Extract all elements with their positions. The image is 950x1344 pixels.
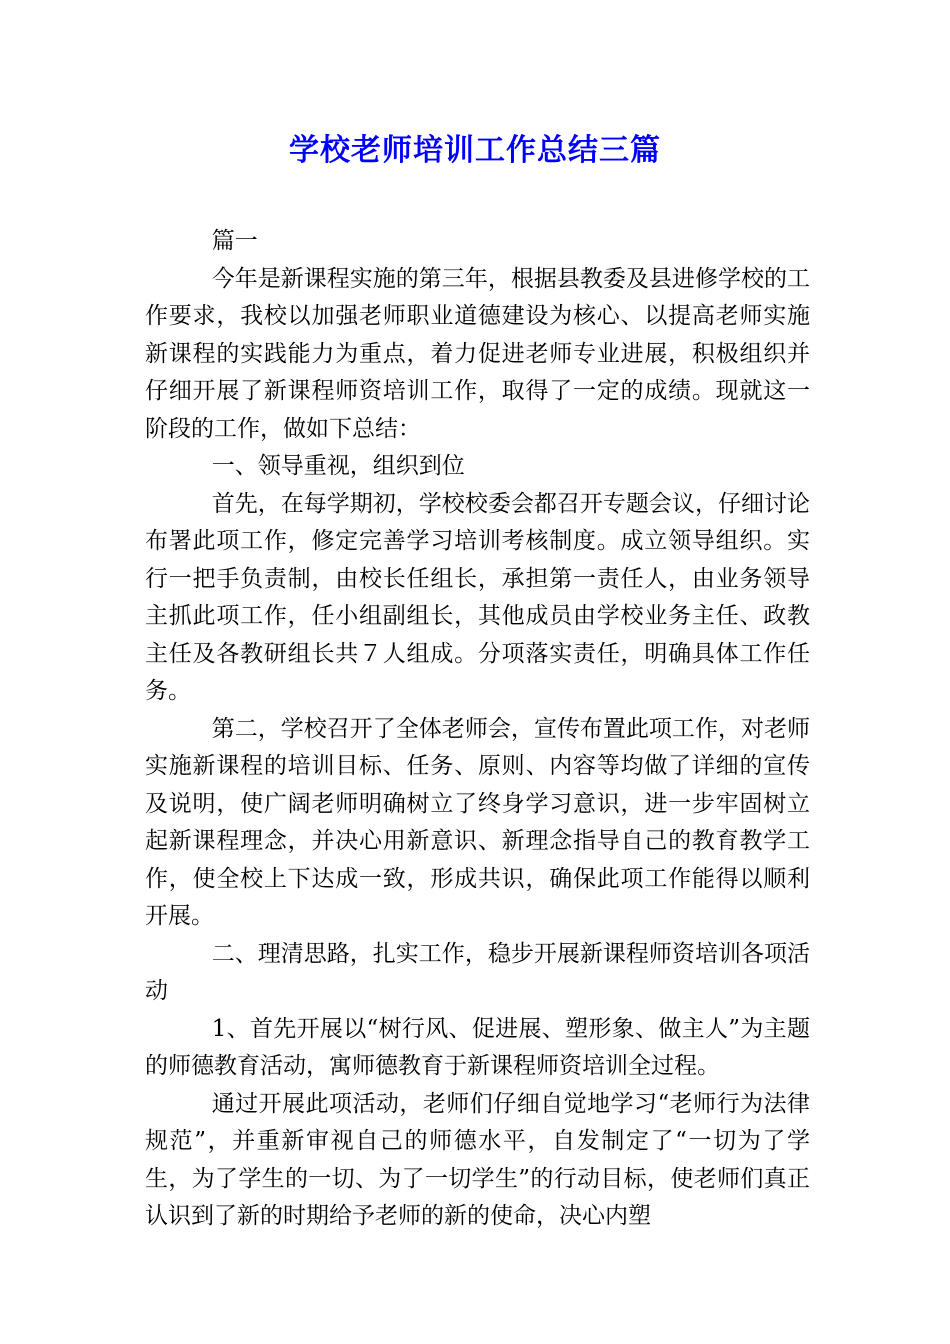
paragraph-activity-results: 通过开展此项活动，老师们仔细自觉地学习“老师行为法律规范”，并重新审视自己的师德水平，自发制定了“一切为了学生，为了学生的一切、为了一切学生”的行动目标，使老师们真正认识到了新的时期给予老师的新的使命，决心内塑 <box>145 1090 810 1229</box>
document-body <box>145 223 810 1236</box>
paragraph-staff-meeting: 第二，学校召开了全体老师会，宣传布置此项工作，对老师实施新课程的培训目标、任务、原则、内容等均做了详细的宣传及说明，使广阔老师明确树立了终身学习意识，进一步牢固树立起新课程理念，并决心用新意识、新理念指导自己的教育教学工作，使全校上下达成一致，形成共识，确保此项工作能得以顺利开展。 <box>145 715 810 929</box>
paragraph-ethics-activity: 1、首先开展以“树行风、促进展、塑形象、做主人”为主题的师德教育活动，寓师德教育于新课程师资培训全过程。 <box>145 1015 810 1079</box>
paragraph-heading-1: 一、领导重视，组织到位 <box>211 453 465 479</box>
paragraph-heading-2: 二、理清思路，扎实工作，稳步开展新课程师资培训各项活动 <box>145 940 810 1004</box>
document-title: 学校老师培训工作总结三篇 <box>289 133 661 168</box>
paragraph-section-heading: 篇一 <box>211 228 258 254</box>
paragraph-intro: 今年是新课程实施的第三年，根据县教委及县进修学校的工作要求，我校以加强老师职业道德建设为核心、以提高老师实施新课程的实践能力为重点，着力促进老师专业进展，积极组织并仔细开展了新课程师资培训工作，取得了一定的成绩。现就这一阶段的工作，做如下总结： <box>145 265 810 442</box>
paragraph-leadership: 首先，在每学期初，学校校委会都召开专题会议，仔细讨论布署此项工作，修定完善学习培训考核制度。成立领导组织。实行一把手负责制，由校长任组长，承担第一责任人，由业务领导主抓此项工作，任小组副组长，其他成员由学校业务主任、政教主任及各教研组长共７人组成。分项落实责任，明确具体工作任务。 <box>145 490 810 704</box>
